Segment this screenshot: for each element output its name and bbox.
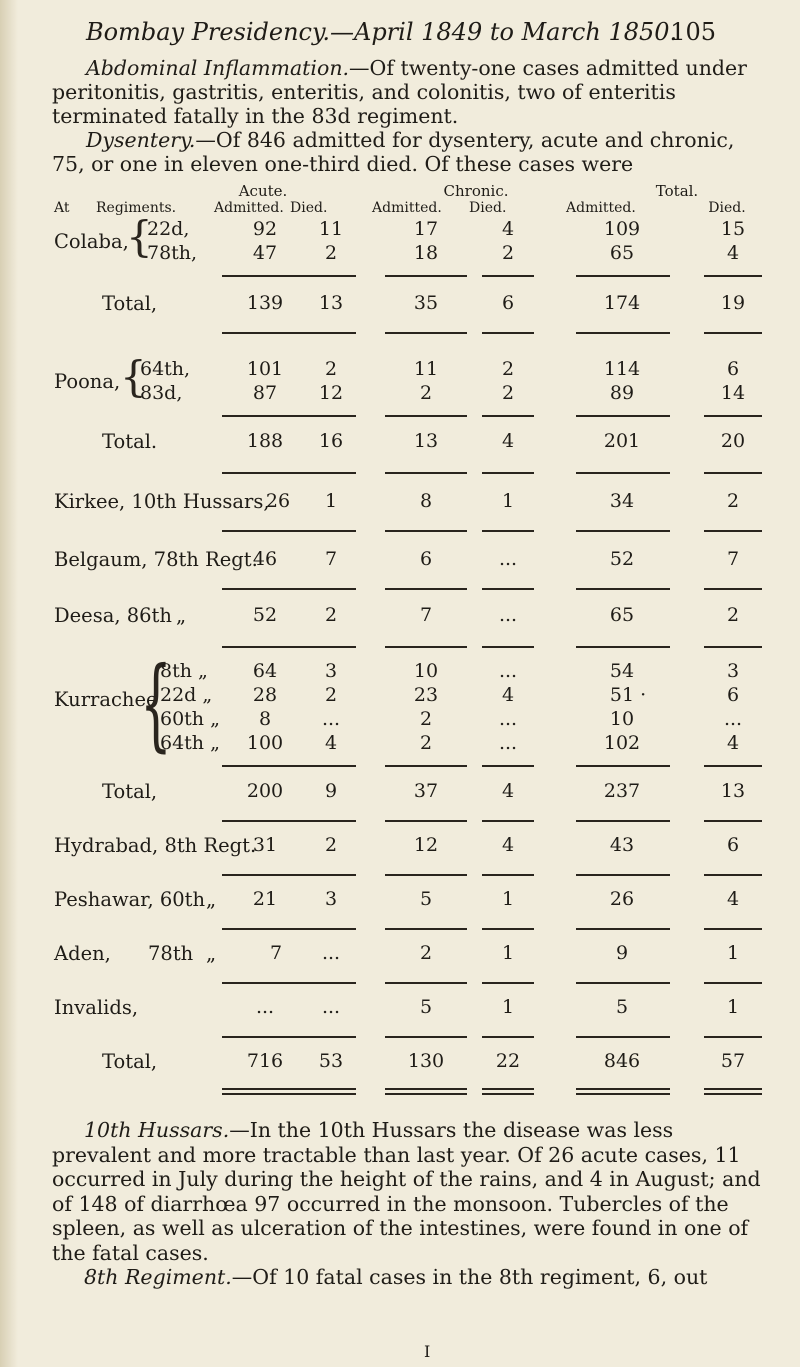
rule [482,275,534,277]
table-cell: 13 [720,780,746,802]
table-cell: 2 [501,242,515,264]
table-cell: 35 [413,292,439,314]
rule [576,874,670,876]
rule [306,982,356,984]
table-cell: 47 [252,242,278,264]
table-cell: 8 [419,490,433,512]
table-cell: 6 [501,292,515,314]
row-label: Invalids, [54,996,139,1019]
table-cell: 3 [726,660,740,682]
rule [222,820,308,822]
rule [704,765,762,767]
rule [385,1093,467,1095]
rule [482,982,534,984]
table-cell: 22 [495,1050,521,1072]
table-cell: ... [321,942,341,964]
regiment-label: 8th „ [160,660,208,682]
rule [306,820,356,822]
rule [482,530,534,532]
rule [222,1093,308,1095]
row-label: Belgaum, 78th Regt. [54,548,258,571]
regiment-label: 22d „ [160,684,213,706]
row-label: Kirkee, 10th Hussars, [54,490,270,513]
rule [385,982,467,984]
rule [704,928,762,930]
station-poona: Poona, [54,370,121,393]
regiment-label: 22d, [147,218,190,240]
table-cell: 188 [246,430,284,452]
table-cell: 89 [609,382,635,404]
table-cell: 53 [318,1050,344,1072]
rule [222,928,308,930]
table-cell: 64 [252,660,278,682]
table-cell: 3 [324,660,338,682]
table-cell: 716 [246,1050,284,1072]
rule [385,332,467,334]
station-colaba: Colaba, [54,230,129,253]
rule [704,646,762,648]
table-cell: 20 [720,430,746,452]
regiment-label: 78th, [147,242,198,264]
table-cell: 114 [603,358,641,380]
table-cell: 2 [501,358,515,380]
hussars-label: 10th Hussars. [84,1118,230,1142]
rule [704,982,762,984]
ditto-mark: „ [176,604,187,627]
col-chronic-admitted: Admitted. [372,200,442,216]
col-total-died: Died. [708,200,746,216]
table-cell: 9 [615,942,629,964]
rule [222,415,308,417]
row-label: Total, [102,292,158,315]
row-label: Total, [102,780,158,803]
group-header-chronic: Chronic. [443,182,509,200]
rule [576,1036,670,1038]
regiment-label: 60th „ [160,708,220,730]
table-cell: 2 [419,382,433,404]
rule [306,1093,356,1095]
rule [306,472,356,474]
table-cell: 4 [726,242,740,264]
rule [482,874,534,876]
table-cell: 2 [324,358,338,380]
table-cell: 19 [720,292,746,314]
rule [385,1036,467,1038]
table-cell: 846 [603,1050,641,1072]
rule [385,765,467,767]
table-cell: 43 [609,834,635,856]
brace-poona: { [120,352,147,401]
table-cell: 102 [603,732,641,754]
rule [704,332,762,334]
rule [222,1036,308,1038]
row-label: Hydrabad, 8th Regt. [54,834,257,857]
table-cell: 6 [726,834,740,856]
table-cell: 6 [726,684,740,706]
table-cell: 17 [413,218,439,240]
table-cell: 4 [324,732,338,754]
rule [482,646,534,648]
table-cell: 26 [609,888,635,910]
rule [576,588,670,590]
table-cell: 6 [419,548,433,570]
rule [385,415,467,417]
rule [306,646,356,648]
rule [385,874,467,876]
brace-kurrachee: { [140,645,172,762]
col-regiments: Regiments. [96,200,177,216]
table-cell: 9 [324,780,338,802]
closing-text [52,1118,772,1290]
table-cell: 2 [324,684,338,706]
rule [576,1093,670,1095]
table-cell: 2 [419,942,433,964]
table-cell: 52 [609,548,635,570]
table-cell: 14 [720,382,746,404]
table-cell: 1 [501,996,515,1018]
rule [306,588,356,590]
table-cell: 130 [407,1050,445,1072]
eighth-regiment-paragraph [52,1265,772,1290]
dysentery-text: —Of 846 admitted for dysentery, acute and chronic, 75, or one in eleven one-third died. Of these cases were [52,128,735,176]
rule [385,588,467,590]
table-cell: 52 [252,604,278,626]
eighth-regiment-text: —Of 10 fatal cases in the 8th regiment, 6, out [231,1265,708,1289]
table-cell: 5 [419,888,433,910]
row-label: Total, [102,1050,158,1073]
table-cell: 8 [258,708,272,730]
ditto-mark: „ [206,942,217,965]
table-cell: 2 [726,490,740,512]
rule [482,415,534,417]
rule [704,472,762,474]
table-cell: 100 [246,732,284,754]
rule [482,820,534,822]
table-cell: 5 [615,996,629,1018]
brace-colaba: { [126,212,153,261]
table-cell: 65 [609,242,635,264]
table-cell: 4 [501,430,515,452]
table-cell: ... [498,660,518,682]
table-cell: 4 [501,218,515,240]
table-cell: ... [255,996,275,1018]
table-cell: 51 · [609,684,647,706]
signature-mark: I [424,1342,431,1361]
rule [306,275,356,277]
table-cell: 31 [252,834,278,856]
rule [385,1088,467,1090]
table-cell: ... [723,708,743,730]
rule [576,1088,670,1090]
col-total-admitted: Admitted. [566,200,636,216]
rule [222,588,308,590]
regiment-label: 64th „ [160,732,220,754]
row-label-regiment: 78th [148,942,194,965]
table-cell: 28 [252,684,278,706]
table-cell: ... [321,996,341,1018]
table-cell: 1 [726,942,740,964]
regiment-label: 64th, [140,358,191,380]
rule [222,530,308,532]
rule [482,1036,534,1038]
abdominal-paragraph [52,56,772,128]
abdominal-text: —Of twenty-one cases admitted under peritonitis, gastritis, enteritis, and colonitis, two of enteritis terminated fatally in the 83d regiment. [52,56,747,128]
table-cell: 23 [413,684,439,706]
rule [576,646,670,648]
rule [704,874,762,876]
table-cell: 1 [501,490,515,512]
table-cell: 11 [318,218,344,240]
rule [704,530,762,532]
table-cell: 92 [252,218,278,240]
table-cell: 139 [246,292,284,314]
rule [576,332,670,334]
table-cell: 10 [609,708,635,730]
station-kurrachee: Kurrachee [54,688,158,711]
rule [704,1088,762,1090]
table-cell: 201 [603,430,641,452]
table-cell: 21 [252,888,278,910]
rule [482,332,534,334]
row-label: Peshawar, 60th [54,888,206,911]
rule [704,588,762,590]
table-cell: 11 [413,358,439,380]
table-cell: ... [498,708,518,730]
rule [306,530,356,532]
table-cell: 1 [501,942,515,964]
table-cell: 34 [609,490,635,512]
rule [306,874,356,876]
rule [482,1088,534,1090]
rule [222,1088,308,1090]
rule [385,530,467,532]
rule [576,820,670,822]
rule [576,472,670,474]
table-cell: 12 [318,382,344,404]
table-cell: 3 [324,888,338,910]
table-cell: 4 [501,834,515,856]
eighth-regiment-label: 8th Regiment. [84,1265,232,1289]
group-header-total: Total. [655,182,699,200]
table-cell: 101 [246,358,284,380]
table-cell: 7 [419,604,433,626]
table-cell: 2 [324,604,338,626]
table-cell: 15 [720,218,746,240]
col-chronic-died: Died. [469,200,507,216]
table-cell: 2 [324,834,338,856]
rule [482,588,534,590]
intro-text [52,56,772,176]
col-acute-admitted: Admitted. [214,200,284,216]
table-cell: 65 [609,604,635,626]
rule [222,982,308,984]
table-cell: 13 [318,292,344,314]
rule [306,1036,356,1038]
ditto-mark: „ [206,888,217,911]
table-cell: 26 [265,490,291,512]
table-cell: 2 [501,382,515,404]
table-cell: 46 [252,548,278,570]
table-cell: 7 [726,548,740,570]
rule [704,275,762,277]
table-cell: 4 [501,780,515,802]
table-cell: 4 [726,888,740,910]
table-cell: 4 [501,684,515,706]
hussars-text: —In the 10th Hussars the disease was less prevalent and more tractable than last year. Of 26 acute cases, 11 occurred in July during the height of the rains, and 4 in August; and of 148 of diarrhœa 97 occurred in the monsoon. Tubercles of the spleen, as well as ulceration of the intestines, were found in one of the fatal cases. [52,1118,761,1265]
regiment-label: 83d, [140,382,183,404]
table-cell: 54 [609,660,635,682]
table-cell: 57 [720,1050,746,1072]
table-cell: 237 [603,780,641,802]
table-cell: 37 [413,780,439,802]
row-label: Total. [102,430,158,453]
rule [222,275,308,277]
col-acute-died: Died. [290,200,328,216]
table-cell: 2 [726,604,740,626]
rule [306,415,356,417]
table-cell: 2 [419,708,433,730]
col-at: At [54,200,70,216]
table-cell: 4 [726,732,740,754]
table-cell: ... [321,708,341,730]
rule [385,928,467,930]
table-cell: 200 [246,780,284,802]
rule [385,472,467,474]
table-cell: 1 [324,490,338,512]
table-cell: 13 [413,430,439,452]
table-cell: 2 [419,732,433,754]
group-header-acute: Acute. [238,182,288,200]
rule [704,1093,762,1095]
rule [306,1088,356,1090]
table-cell: 5 [419,996,433,1018]
table-cell: 10 [413,660,439,682]
table-cell: 109 [603,218,641,240]
rule [222,472,308,474]
rule [576,928,670,930]
row-label: Deesa, 86th [54,604,172,627]
table-cell: 16 [318,430,344,452]
table-cell: 1 [501,888,515,910]
rule [385,646,467,648]
dysentery-label: Dysentery. [86,128,196,152]
running-header [86,18,716,52]
rule [576,275,670,277]
table-cell: ... [498,548,518,570]
rule [482,1093,534,1095]
table-cell: 1 [726,996,740,1018]
rule [704,820,762,822]
table-cell: 174 [603,292,641,314]
rule [385,275,467,277]
rule [704,1036,762,1038]
rule [576,415,670,417]
table-cell: 87 [252,382,278,404]
dysentery-paragraph [52,128,772,176]
table-cell: 12 [413,834,439,856]
hussars-paragraph [52,1118,772,1265]
rule [576,765,670,767]
table-cell: ... [498,732,518,754]
rule [385,820,467,822]
rule [482,928,534,930]
rule [482,472,534,474]
rule [482,765,534,767]
row-label: Aden, [54,942,111,965]
rule [576,982,670,984]
rule [222,332,308,334]
header-title: Bombay Presidency.—April 1849 to March 1850. [86,18,678,46]
rule [306,928,356,930]
table-cell: 7 [269,942,283,964]
page-number: 105 [670,18,716,46]
table-cell: ... [498,604,518,626]
rule [704,415,762,417]
table-cell: 18 [413,242,439,264]
table-cell: 2 [324,242,338,264]
rule [306,765,356,767]
abdominal-label: Abdominal Inflammation. [86,56,350,80]
rule [222,874,308,876]
table-cell: 6 [726,358,740,380]
rule [222,765,308,767]
rule [306,332,356,334]
table-cell: 7 [324,548,338,570]
rule [576,530,670,532]
rule [222,646,308,648]
